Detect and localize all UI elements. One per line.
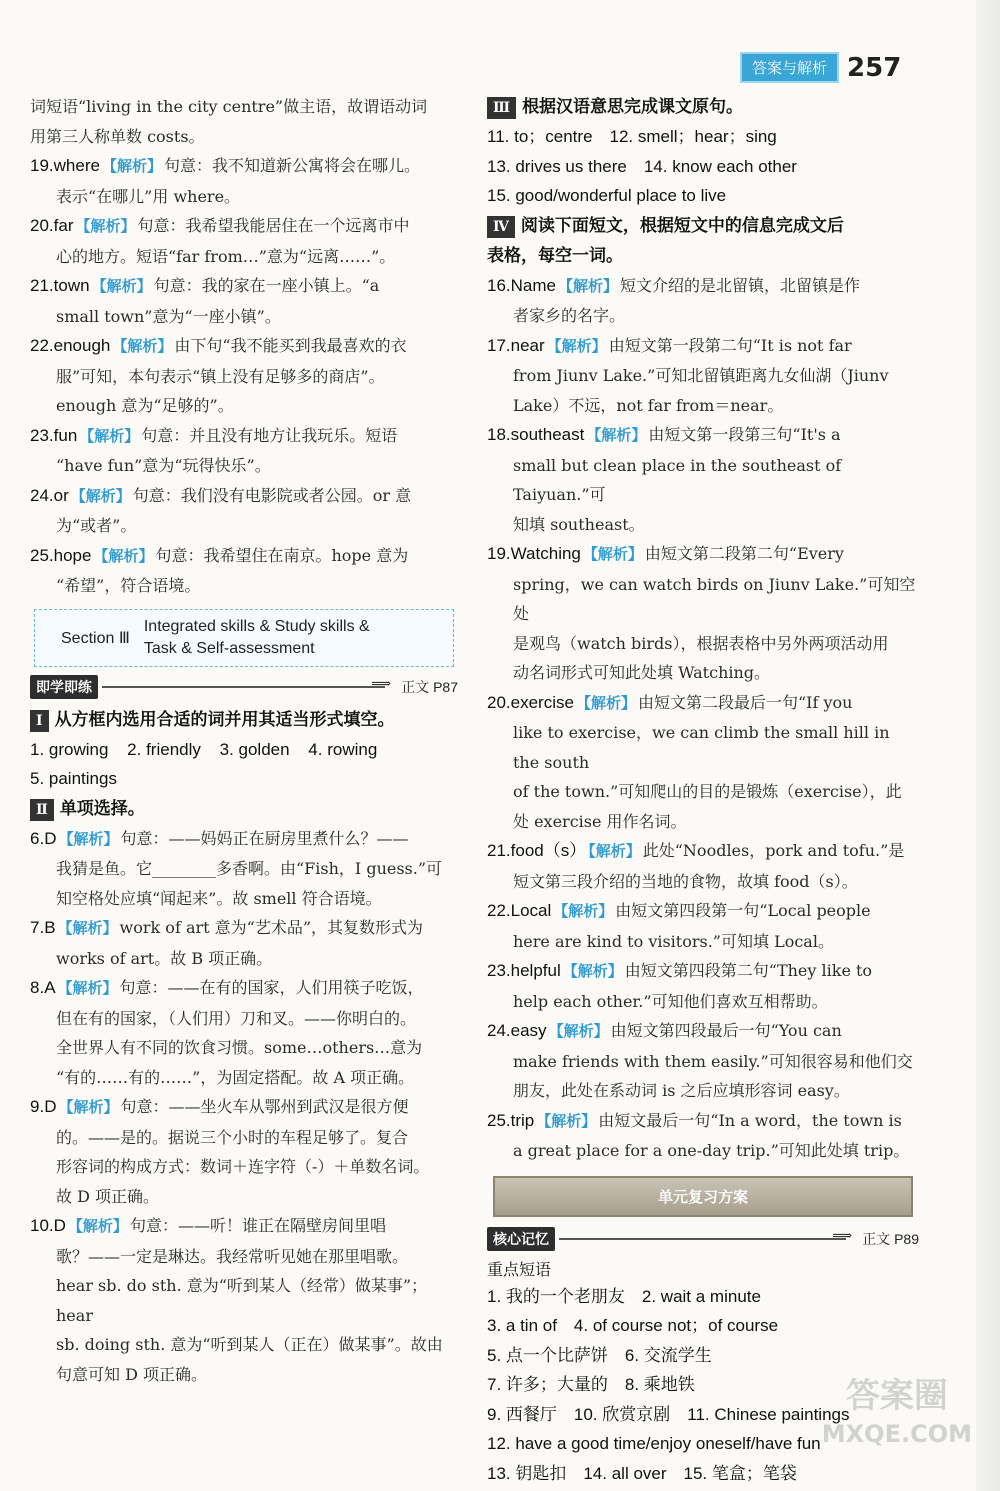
answer: 1. growing: [30, 739, 109, 759]
part-title: 单项选择。: [59, 798, 145, 819]
analysis-tag: 【解析】: [101, 157, 162, 175]
arrow-icon: [559, 1238, 846, 1240]
item-answer: exercise: [510, 692, 574, 712]
answer-item-line: [30, 1092, 458, 1123]
item-number: 25.: [30, 545, 54, 565]
item-text: 句意可知 D 项正确。: [56, 1364, 208, 1384]
page-edge: [976, 0, 1000, 1491]
item-text: here are kind to visitors.”可知填 Local。: [513, 931, 834, 951]
item-text: 由短文第二段第二句“Every: [644, 544, 844, 563]
phrases-title: 重点短语: [487, 1259, 552, 1279]
item-text: from Jiunv Lake.”可知北留镇距离九女仙湖（Jiunv: [513, 366, 889, 385]
answer-item-line: [487, 807, 919, 837]
item-answer: hope: [53, 545, 92, 565]
analysis-tag: 【解析】: [546, 336, 607, 355]
item-answer: D: [53, 1216, 66, 1235]
header-tag: 答案与解析: [740, 52, 839, 83]
item-text: a great place for a one-day trip.”可知此处填 trip。: [513, 1141, 910, 1160]
analysis-tag: 【解析】: [57, 979, 118, 997]
answer-item-line: [30, 421, 458, 452]
answer-item-line: [487, 1047, 919, 1077]
answer-item-line: [487, 956, 919, 987]
answer-row: 15. good/wonderful place to live: [487, 186, 727, 205]
item-text: 知填 southeast。: [513, 514, 645, 534]
answer-item-line: [30, 362, 458, 392]
answer-item-line: [487, 1136, 919, 1166]
item-answer: A: [44, 978, 56, 997]
part-heading: [30, 705, 458, 735]
item-text: works of art。故 B 项正确。: [56, 948, 273, 968]
memory-ref: 正文 P89: [862, 1230, 919, 1247]
item-text: 歌？——一定是琳达。我经常听见她在那里唱歌。: [56, 1246, 409, 1266]
item-number: 23.: [30, 425, 54, 445]
practice-label-row: [30, 675, 458, 699]
answer: 3. golden: [219, 739, 290, 759]
answer-item-line: [30, 242, 458, 272]
answer-item-line: [30, 1123, 458, 1153]
item-number: 21.: [487, 841, 511, 860]
intro-line: 词短语“living in the city centre”做主语，故谓语动词: [30, 97, 428, 116]
item-text: 服”可知，本句表示“镇上没有足够多的商店”。: [56, 366, 385, 386]
answer-item-line: [487, 539, 919, 570]
item-text: 是观鸟（watch birds），根据表格中另外两项活动用: [513, 633, 889, 653]
item-text: 由短文第四段第二句“They like to: [624, 961, 873, 980]
item-text: sb. doing sth. 意为“听到某人（正在）做某事”。故由: [56, 1335, 443, 1354]
answer: 4. rowing: [308, 739, 378, 759]
analysis-tag: 【解析】: [562, 962, 623, 980]
item-number: 17.: [487, 335, 511, 355]
answer-item-line: [30, 541, 458, 572]
phrase-row: 3. a tin of 4. of course not；of course: [487, 1316, 779, 1335]
roman-badge: Ⅳ: [487, 216, 515, 238]
analysis-tag: 【解析】: [79, 426, 140, 445]
right-column: [487, 92, 919, 1488]
answer-item-line: [487, 927, 919, 957]
item-text: 为“或者”。: [56, 516, 137, 535]
answer-item-line: [487, 451, 919, 510]
item-number: 19.: [30, 156, 54, 175]
item-answer: D: [44, 828, 57, 848]
answer-list-b: [30, 824, 458, 1390]
analysis-tag: 【解析】: [536, 1111, 597, 1130]
section-box: [34, 609, 454, 667]
analysis-tag: 【解析】: [58, 829, 119, 848]
analysis-tag: 【解析】: [548, 1022, 609, 1040]
phrase-row: 12. have a good time/enjoy oneself/have fun: [487, 1434, 821, 1453]
item-text: 句意：我不知道新公寓将会在哪儿。: [163, 156, 420, 175]
item-text: 由短文第一段第三句“It's a: [648, 425, 841, 444]
answer-item-line: [30, 1330, 458, 1360]
item-text: of the town.”可知爬山的目的是锻炼（exercise），此: [513, 782, 902, 801]
answer-item-line: [30, 1182, 458, 1212]
answer-item-line: [487, 510, 919, 540]
part-title-cont: 表格，每空一词。: [487, 245, 623, 266]
item-answer: helpful: [510, 961, 561, 980]
analysis-tag: 【解析】: [586, 426, 647, 444]
analysis-tag: 【解析】: [558, 276, 619, 295]
section-title-line: Task & Self-assessment: [143, 639, 315, 657]
answer-item-line: [30, 1360, 458, 1390]
item-answer: town: [53, 276, 90, 295]
answer-item-line: [487, 391, 919, 421]
answer-item-line: [487, 271, 919, 302]
item-answer: or: [53, 485, 69, 505]
answer-item-line: [30, 331, 458, 362]
analysis-tag: 【解析】: [582, 545, 643, 563]
answer-row: 13. drives us there 14. know each other: [487, 156, 797, 176]
review-banner: 单元复习方案: [493, 1176, 913, 1217]
answer-item-line: [487, 420, 919, 451]
part-title: 从方框内选用合适的词并用其适当形式填空。: [54, 709, 395, 730]
item-answer: far: [53, 216, 74, 235]
item-number: 8.: [30, 978, 45, 997]
roman-badge: Ⅱ: [30, 799, 54, 821]
item-number: 9.: [30, 1097, 45, 1116]
item-text: 此处“Noodles，pork and tofu.”是: [642, 841, 905, 860]
item-answer: Watching: [510, 544, 581, 563]
answer-item-line: [30, 571, 458, 601]
watermark-logo: 答案圈: [845, 1376, 948, 1416]
answer-item-line: [30, 391, 458, 421]
answer-item-line: [30, 151, 458, 182]
item-text: 由下句“我不能买到我最喜欢的衣: [174, 336, 407, 355]
item-number: 18.: [487, 425, 511, 444]
item-text: 朋友，此处在系动词 is 之后应填形容词 easy。: [513, 1081, 850, 1100]
analysis-tag: 【解析】: [75, 217, 136, 235]
item-text: 由短文第一段第二句“It is not far: [608, 335, 852, 355]
answer-item-line: [30, 944, 458, 974]
answer-item-line: [487, 301, 919, 331]
item-number: 23.: [487, 961, 511, 980]
item-number: 20.: [30, 216, 54, 235]
item-text: 句意：——在有的国家，人们用筷子吃饭，: [119, 978, 424, 997]
phrase-row: 1. 我的一个老朋友 2. wait a minute: [487, 1286, 761, 1306]
item-text: 我猜是鱼。它________多香啊。由“Fish，I guess.”可: [56, 859, 443, 878]
item-answer: enough: [53, 336, 111, 355]
item-answer: D: [44, 1097, 57, 1116]
analysis-tag: 【解析】: [575, 693, 636, 712]
page-header: [740, 52, 901, 83]
answer-item-line: [30, 824, 458, 855]
item-number: 25.: [487, 1110, 511, 1130]
item-text: 处 exercise 用作名词。: [513, 811, 687, 831]
practice-label: 即学即练: [30, 675, 98, 699]
answer-item-line: [487, 896, 919, 927]
answer-item-line: [487, 1016, 919, 1047]
item-answer: easy: [510, 1021, 547, 1040]
answer-item-line: [487, 1106, 919, 1137]
answer-item-line: [30, 1271, 458, 1330]
answer-item-line: [30, 1033, 458, 1063]
answer: 5. paintings: [30, 769, 117, 788]
item-text: 知空格处应填“闻起来”。故 smell 符合语境。: [56, 888, 382, 908]
intro-line: 用第三人称单数 costs。: [30, 126, 205, 146]
item-text: 故 D 项正确。: [56, 1186, 160, 1206]
part-heading: [30, 794, 458, 824]
analysis-tag: 【解析】: [70, 486, 131, 505]
answer-item-line: [487, 629, 919, 659]
answer-item-line: [30, 1211, 458, 1242]
item-text: work of art 意为“艺术品”，其复数形式为: [119, 918, 424, 937]
item-answer: food（s）: [510, 841, 587, 860]
item-text: 者家乡的名字。: [513, 306, 626, 325]
item-number: 10.: [30, 1216, 54, 1235]
part-heading: [487, 92, 919, 122]
item-text: 句意：我希望我能居住在一个远离市中: [137, 216, 410, 235]
item-number: 24.: [30, 485, 54, 505]
item-number: 21.: [30, 276, 54, 295]
item-answer: where: [53, 156, 100, 175]
item-number: 20.: [487, 692, 511, 712]
analysis-tag: 【解析】: [57, 919, 118, 937]
phrase-row: 9. 西餐厅 10. 欣赏京剧 11. Chinese paintings: [487, 1404, 850, 1424]
item-text: “have fun”意为“玩得快乐”。: [56, 456, 271, 475]
answer-item-line: [30, 302, 458, 332]
item-text: 句意：我们没有电影院或者公园。or 意: [132, 485, 412, 505]
item-number: 24.: [487, 1021, 511, 1040]
memory-label: 核心记忆: [487, 1227, 555, 1251]
item-text: 句意：——妈妈正在厨房里煮什么？——: [120, 828, 409, 848]
answer-item-line: [487, 658, 919, 688]
answer-item-line: [30, 211, 458, 242]
item-number: 22.: [30, 336, 54, 355]
answer-row: 11. to；centre 12. smell；hear；sing: [487, 127, 777, 146]
analysis-tag: 【解析】: [67, 1217, 128, 1235]
item-number: 16.: [487, 275, 511, 295]
item-text: 句意：并且没有地方让我玩乐。短语: [141, 425, 398, 445]
answer-item-line: [487, 570, 919, 629]
item-text: hear sb. do sth. 意为“听到某人（经常）做某事”；hear: [56, 1276, 428, 1325]
roman-badge: Ⅲ: [487, 97, 516, 119]
part-title: 阅读下面短文，根据短文中的信息完成文后: [520, 215, 844, 236]
answer-item-line: [487, 1076, 919, 1106]
answer-list-right: [487, 271, 919, 1166]
item-text: 短文第三段介绍的当地的食物，故填 food（s）。: [513, 871, 858, 891]
answer-item-line: [30, 1004, 458, 1034]
part-heading: [487, 211, 919, 241]
analysis-tag: 【解析】: [58, 1098, 119, 1116]
item-text: 由短文最后一句“In a word，the town is: [598, 1110, 902, 1130]
item-text: spring，we can watch birds on Jiunv Lake.”可知空处: [513, 574, 916, 623]
analysis-tag: 【解析】: [112, 337, 173, 355]
answer-item-line: [30, 884, 458, 914]
watermark: [822, 1377, 972, 1453]
item-text: small but clean place in the southeast of Taiyuan.”可: [513, 455, 842, 504]
item-text: small town”意为“一座小镇”。: [56, 306, 281, 326]
answer-row: [30, 764, 458, 794]
answer-item-line: [30, 481, 458, 512]
item-answer: Local: [510, 901, 552, 920]
item-text: “有的……有的……”，为固定搭配。故 A 项正确。: [56, 1067, 415, 1087]
answer-item-line: [30, 182, 458, 212]
analysis-tag: 【解析】: [588, 842, 641, 860]
answer-item-line: [487, 777, 919, 807]
answer-item-line: [487, 867, 919, 897]
analysis-tag: 【解析】: [93, 546, 154, 565]
page-number: 257: [847, 52, 902, 83]
section-title-line: Integrated skills & Study skills &: [143, 617, 370, 635]
phrase-row: 7. 许多；大量的 8. 乘地铁: [487, 1375, 695, 1394]
answer-row: [30, 735, 458, 765]
item-text: 句意：——听！谁正在隔壁房间里唱: [129, 1216, 386, 1235]
answer-item-line: [487, 718, 919, 777]
answer-list-a: [30, 151, 458, 601]
phrase-row: 5. 点一个比萨饼 6. 交流学生: [487, 1345, 712, 1365]
item-number: 7.: [30, 918, 45, 937]
item-text: make friends with them easily.”可知很容易和他们交: [513, 1051, 913, 1071]
item-text: 句意：我的家在一座小镇上。“a: [153, 276, 380, 295]
item-text: 表示“在哪儿”用 where。: [56, 186, 241, 206]
item-text: 心的地方。短语“far from…”意为“远离……”。: [56, 246, 396, 266]
item-number: 19.: [487, 544, 511, 563]
answer-item-line: [30, 451, 458, 481]
section-label: Section Ⅲ: [61, 629, 130, 647]
item-answer: Name: [510, 275, 556, 295]
item-number: 6.: [30, 828, 45, 848]
arrow-icon: [102, 686, 385, 688]
answer: 2. friendly: [127, 739, 201, 759]
answer-item-line: [30, 854, 458, 884]
item-answer: trip: [510, 1110, 535, 1130]
item-answer: southeast: [510, 425, 585, 444]
roman-badge: Ⅰ: [30, 710, 49, 732]
item-text: 由短文第四段第一句“Local people: [615, 901, 871, 920]
answer-item-line: [487, 836, 919, 867]
answer-item-line: [30, 271, 458, 302]
answer-item-line: [30, 511, 458, 541]
answer-item-line: [30, 1242, 458, 1272]
memory-label-row: [487, 1227, 919, 1251]
analysis-tag: 【解析】: [91, 277, 152, 295]
item-answer: near: [510, 335, 545, 355]
item-text: 全世界人有不同的饮食习惯。some…others…意为: [56, 1038, 423, 1057]
item-text: “希望”，符合语境。: [56, 576, 201, 595]
item-text: 句意：我希望住在南京。hope 意为: [155, 545, 409, 565]
answer-item-line: [30, 913, 458, 944]
answer-item-line: [487, 361, 919, 391]
answer-item-line: [30, 973, 458, 1004]
answer-item-line: [487, 987, 919, 1017]
practice-ref: 正文 P87: [401, 678, 458, 695]
left-column: [30, 92, 458, 1389]
analysis-tag: 【解析】: [553, 902, 614, 920]
answer-item-line: [30, 1063, 458, 1093]
watermark-url: MXQE.COM: [821, 1420, 972, 1448]
item-text: 由短文第二段最后一句“If you: [637, 692, 853, 712]
item-answer: B: [44, 918, 56, 937]
item-number: 22.: [487, 901, 511, 920]
answer-item-line: [487, 331, 919, 362]
item-text: 动名词形式可知此处填 Watching。: [513, 663, 771, 682]
item-text: like to exercise，we can climb the small hill in the south: [513, 723, 890, 772]
item-text: 由短文第四段最后一句“You can: [610, 1021, 842, 1040]
item-text: enough 意为“足够的”。: [56, 396, 234, 415]
item-text: Lake）不远，not far from＝near。: [513, 395, 784, 415]
answer-item-line: [30, 1152, 458, 1182]
item-text: 但在有的国家，（人们用）刀和叉。——你明白的。: [56, 1008, 417, 1028]
item-text: 的。——是的。据说三个小时的车程足够了。复合: [56, 1127, 409, 1147]
item-text: help each other.”可知他们喜欢互相帮助。: [513, 991, 828, 1011]
item-text: 句意：——坐火车从鄂州到武汉是很方便: [120, 1097, 409, 1116]
phrase-row: 13. 钥匙扣 14. all over 15. 笔盒；笔袋: [487, 1463, 797, 1483]
item-text: 短文介绍的是北留镇，北留镇是作: [620, 275, 861, 295]
part-title: 根据汉语意思完成课文原句。: [522, 97, 744, 117]
item-text: 形容词的构成方式：数词＋连字符（-）＋单数名词。: [56, 1157, 430, 1176]
item-answer: fun: [53, 425, 78, 445]
answer-item-line: [487, 688, 919, 719]
